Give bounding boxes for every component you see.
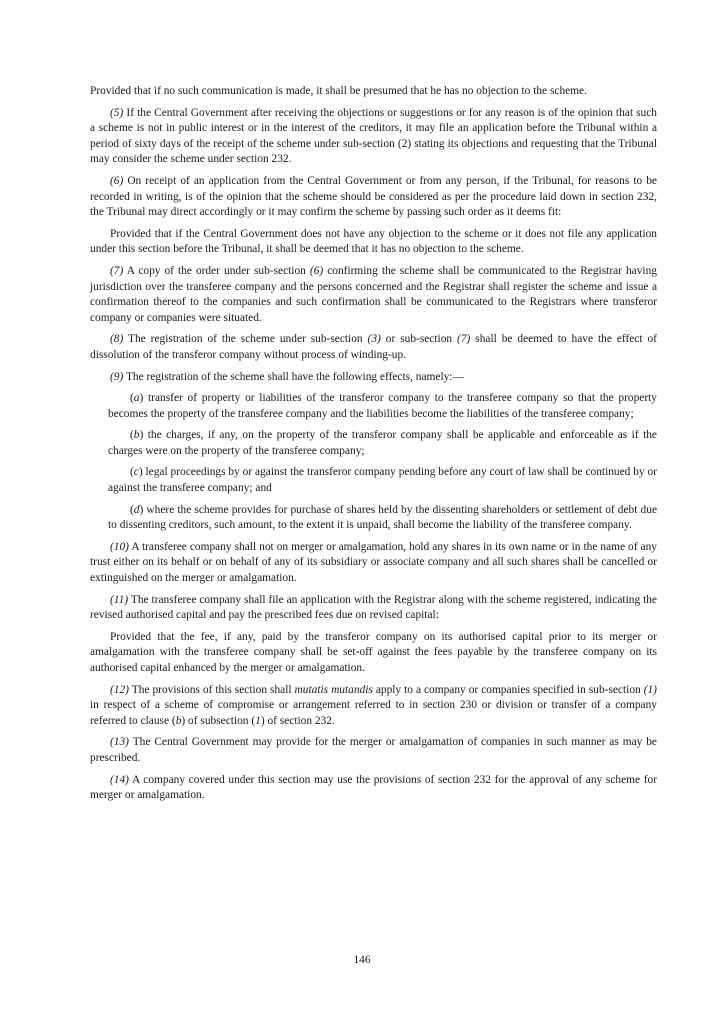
document-body	[90, 84, 657, 810]
italic-text: (5)	[110, 106, 124, 119]
text-run: The provisions of this section shall	[128, 683, 295, 696]
text-run: The Central Government may provide for the merger or amalgamation of companies in such manner as may be prescribed.	[90, 736, 657, 764]
paragraph	[90, 227, 657, 258]
text-run: Provided that if no such communication is made, it shall be presumed that he has no objection to the scheme.	[90, 85, 587, 97]
paragraph	[108, 391, 657, 422]
text-run: ) of subsection (	[181, 714, 256, 727]
page-number: 146	[353, 954, 371, 966]
italic-text: (3)	[367, 333, 381, 346]
paragraph	[90, 264, 657, 326]
paragraph	[90, 630, 657, 677]
italic-text: (14)	[110, 773, 129, 786]
text-run: Provided that the fee, if any, paid by the transferor company on its authorised capital prior to its merger or amalgamation with the transferee company shall be set-off against the fees payable by the transferee company on its authorised capital enhanced by the merger or amalgamation.	[90, 630, 657, 674]
text-run: (	[130, 429, 134, 442]
italic-text: (10)	[110, 540, 129, 553]
text-run: apply to a company or companies specified in sub-section	[372, 683, 644, 696]
paragraph	[90, 593, 657, 624]
paragraph	[108, 465, 657, 496]
text-run: A transferee company shall not on merger or amalgamation, hold any shares in its own name or in the name of any trust either on its behalf or on behalf of any of its subsidiary or associate company and all such shares shall be cancelled or extinguished on the merger or amalgamation.	[90, 540, 657, 585]
text-run: On receipt of an application from the Central Government or from any person, if the Tribunal, for reasons to be recorded in writing, is of the opinion that the scheme should be considered as per the procedure laid down in section 232, the Tribunal may direct accordingly or it may confirm the scheme by passing such order as it deems fit:	[90, 174, 657, 219]
text-run: (	[130, 392, 134, 405]
paragraph	[90, 773, 657, 804]
text-run: The registration of the scheme under sub-section	[123, 333, 368, 346]
paragraph	[90, 370, 657, 386]
italic-text: (1)	[643, 683, 657, 696]
text-run: ) transfer of property or liabilities of the transferor company to the transferee company so that the property becomes the property of the transferee company and the liabilities become the liabilities of the transferee company;	[108, 392, 657, 420]
paragraph	[90, 174, 657, 221]
italic-text: (12)	[110, 683, 129, 696]
paragraph	[90, 106, 657, 168]
paragraph	[90, 84, 657, 100]
italic-text: a	[133, 392, 140, 405]
paragraph	[90, 735, 657, 766]
text-run: ) the charges, if any, on the property of the transferor company shall be applicable and enforceable as if the charges were on the property of the transferee company;	[108, 429, 657, 457]
paragraph	[90, 540, 657, 587]
italic-text: mutatis mutandis	[294, 683, 373, 696]
italic-text: (7)	[110, 264, 124, 277]
paragraph	[108, 428, 657, 459]
text-run: ) where the scheme provides for purchase of shares held by the dissenting shareholders or settlement of debt due to dissenting creditors, such amount, to the extent it is unpaid, shall become the liability of the transferee company.	[108, 503, 657, 532]
text-run: If the Central Government after receiving the objections or suggestions or for any reason is of the opinion that such a scheme is not in public interest or in the interest of the creditors, it may file an application before the Tribunal within a period of sixty days of the receipt of the scheme under sub-section (2) stating its objections and requesting that the Tribunal may consider the scheme under section 232.	[90, 106, 657, 166]
text-run: or sub-section	[380, 333, 458, 346]
italic-text: (8)	[110, 333, 124, 346]
italic-text: 1	[255, 714, 261, 727]
italic-text: c	[133, 466, 139, 479]
italic-text: (11)	[110, 593, 129, 606]
text-run: Provided that if the Central Government does not have any objection to the scheme or it does not file any application under this section before the Tribunal, it shall be deemed that it has no objection to the scheme.	[90, 227, 657, 256]
text-run: confirming the scheme shall be communicated to the Registrar having jurisdiction over the transferee company and the persons concerned and the Registrar shall register the scheme and issue a confirmation thereof to the companies and such confirmation shall be communicated to the Registrars where transferor company or companies were situated.	[90, 264, 657, 324]
text-run: ) legal proceedings by or against the transferor company pending before any court of law shall be continued by or against the transferee company; and	[108, 466, 657, 495]
text-run: A copy of the order under sub-section	[123, 264, 310, 277]
paragraph	[90, 332, 657, 363]
italic-text: b	[175, 714, 182, 727]
text-run: (	[130, 466, 134, 479]
italic-text: b	[133, 429, 140, 442]
italic-text: d	[133, 503, 140, 516]
text-run: The registration of the scheme shall have the following effects, namely:—	[123, 370, 464, 383]
italic-text: (6)	[110, 174, 124, 187]
paragraph	[90, 683, 657, 730]
italic-text: (13)	[110, 736, 129, 749]
text-run: ) of section 232.	[260, 714, 335, 727]
text-run: in respect of a scheme of compromise or arrangement referred to in section 230 or division or transfer of a company referred to clause (	[90, 699, 657, 727]
italic-text: (6)	[309, 264, 324, 277]
text-run: The transferee company shall file an application with the Registrar along with the scheme registered, indicating the revised authorised capital and pay the prescribed fees due on revised capital:	[90, 593, 657, 622]
text-run: shall be deemed to have the effect of dissolution of the transferor company without process of winding-up.	[90, 333, 657, 361]
text-run: A company covered under this section may use the provisions of section 232 for the approval of any scheme for merger or amalgamation.	[90, 773, 657, 802]
paragraph	[108, 503, 657, 534]
text-run: (	[130, 503, 134, 516]
italic-text: (7)	[457, 333, 471, 346]
italic-text: (9)	[110, 370, 124, 383]
